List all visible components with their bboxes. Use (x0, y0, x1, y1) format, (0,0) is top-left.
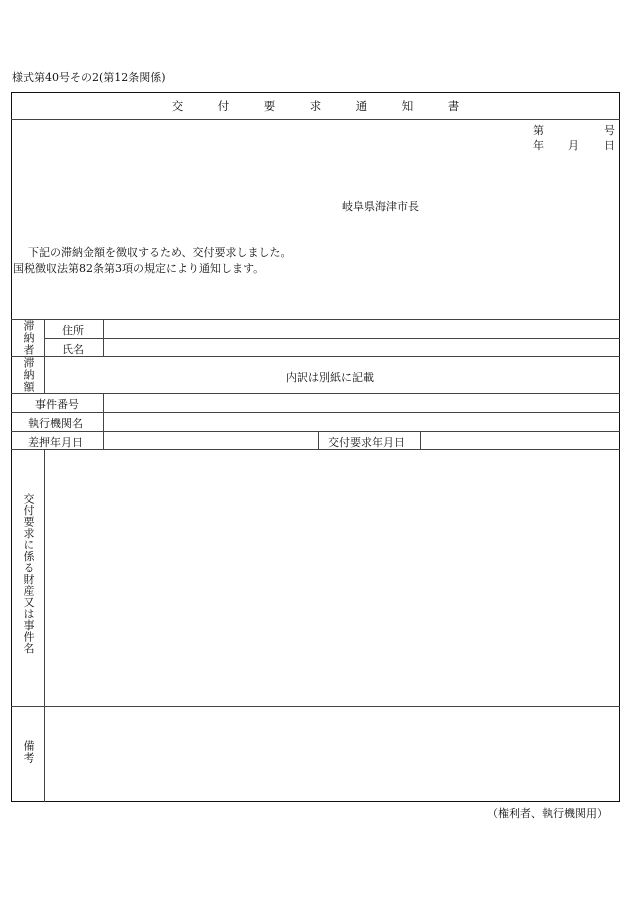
seizure-date-label: 差押年月日 (28, 436, 83, 449)
title-char: 求 (309, 99, 322, 113)
form-number-label: 様式第40号その2(第12条関係) (12, 71, 166, 84)
table-line (420, 431, 421, 449)
request-date-label: 交付要求年月日 (328, 436, 405, 449)
property-label: 交付要求に係る財産又は事件名 (22, 493, 35, 654)
table-line (103, 393, 104, 449)
table-line (44, 449, 45, 802)
table-line (318, 431, 319, 449)
title-char: 知 (401, 99, 414, 113)
agency-label: 執行機関名 (28, 417, 83, 430)
doc-number-suffix: 号 (604, 124, 615, 137)
address-label: 住所 (62, 324, 84, 337)
name-label: 氏名 (62, 343, 84, 356)
title-char: 付 (217, 99, 230, 113)
table-line (11, 706, 620, 707)
table-line (44, 319, 45, 393)
table-line (11, 449, 620, 450)
delinquent-label: 滞納者 (22, 320, 35, 356)
doc-number-prefix: 第 (533, 124, 544, 137)
amount-note: 内訳は別紙に記載 (286, 371, 374, 384)
title-char: 要 (263, 99, 276, 113)
title-char: 交 (171, 99, 184, 113)
form-title (11, 98, 620, 114)
date-year: 年 (533, 139, 544, 152)
table-line (103, 319, 104, 356)
case-number-label: 事件番号 (35, 398, 79, 411)
body-text-line-2: 国税徴収法第82条第3項の規定により通知します。 (13, 262, 265, 275)
date-month: 月 (568, 139, 579, 152)
issuer: 岐阜県海津市長 (342, 200, 419, 213)
title-divider (11, 119, 620, 120)
date-day: 日 (604, 139, 615, 152)
table-line (44, 338, 620, 339)
footer-note: （権利者、執行機関用） (487, 807, 608, 820)
body-text-line-1: 下記の滞納金額を徴収するため、交付要求しました。 (28, 246, 292, 259)
amount-label: 滞納額 (22, 357, 35, 393)
title-char: 通 (355, 99, 368, 113)
title-char: 書 (447, 99, 460, 113)
table-line (11, 356, 620, 357)
remarks-label: 備考 (22, 740, 35, 764)
